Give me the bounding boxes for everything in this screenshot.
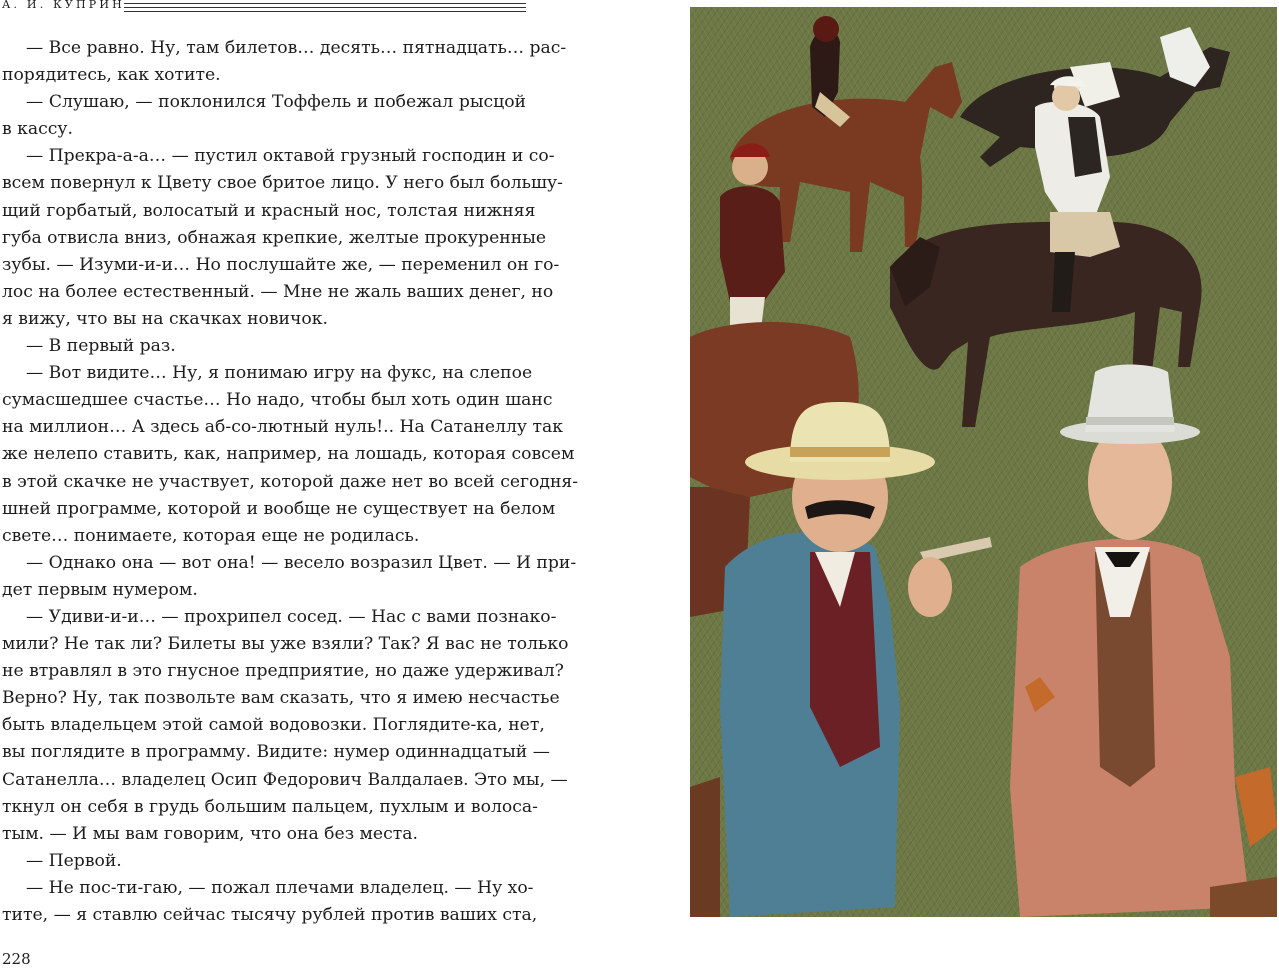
text-line: тым. — И мы вам говорим, что она без места. [2, 823, 418, 844]
text-line: же нелепо ставить, как, например, на лошадь, которая совсем [2, 444, 575, 465]
header-rule [124, 11, 526, 12]
text-line: я вижу, что вы на скачках новичок. [2, 308, 328, 329]
text-line: зубы. — Изуми-и-и… Но послушайте же, — переменил он го- [2, 254, 560, 275]
text-line: губа отвисла вниз, обнажая крепкие, желтые прокуренные [2, 227, 547, 248]
running-header-author: А. И. КУПРИН [2, 0, 125, 11]
text-line: щий горбатый, волосатый и красный нос, толстая нижняя [2, 200, 536, 221]
illustration-racecourse-scene [690, 7, 1277, 917]
text-line: на миллион… А здесь аб-со-лютный нуль!.. На Сатанеллу так [2, 417, 563, 438]
text-line: быть владельцем этой самой водовозки. Поглядите-ка, нет, [2, 715, 545, 736]
header-rule [124, 3, 526, 4]
text-line: ткнул он себя в грудь большим пальцем, пухлым и волоса- [2, 796, 538, 817]
body-text [2, 35, 579, 929]
page-number: 228 [2, 950, 31, 968]
text-line: — Не пос-ти-гаю, — пожал плечами владелец. — Ну хо- [26, 877, 534, 898]
text-line: тите, — я ставлю сейчас тысячу рублей против ваших ста, [2, 905, 538, 925]
text-line: не втравлял в это гнусное предприятие, но даже удерживал? [2, 661, 564, 682]
text-line: Верно? Ну, так позвольте вам сказать, что я имею несчастье [2, 688, 560, 709]
text-line: — Все равно. Ну, там билетов… десять… пятнадцать… рас- [26, 38, 567, 58]
text-line: — Удиви-и-и… — прохрипел сосед. — Нас с вами познако- [26, 606, 557, 627]
text-line: порядитесь, как хотите. [2, 65, 221, 86]
text-line: — Вот видите… Ну, я понимаю игру на фукс, на слепое [26, 363, 533, 384]
text-line: дет первым нумером. [2, 579, 198, 600]
header-rule [124, 7, 526, 8]
text-line: — Однако она — вот она! — весело возразил Цвет. — И при- [26, 552, 577, 573]
text-line: шней программе, которой и вообще не существует на белом [2, 498, 556, 519]
text-line: лос на более естественный. — Мне не жаль ваших денег, но [2, 281, 554, 302]
text-line: — Прекра-а-а… — пустил октавой грузный господин и со- [26, 146, 555, 167]
text-line: в кассу. [2, 119, 73, 140]
text-line: — Слушаю, — поклонился Тоффель и побежал рысцой [26, 92, 526, 113]
text-line: мили? Не так ли? Билеты вы уже взяли? Так? Я вас не только [2, 634, 569, 655]
text-line: вы поглядите в программу. Видите: нумер одиннадцатый — [2, 742, 550, 763]
text-line: — В первый раз. [26, 336, 176, 357]
text-line: всем повернул к Цвету свое бритое лицо. У него был большу- [2, 173, 563, 194]
text-line: сумасшедшее счастье… Но надо, чтобы был хоть один шанс [2, 390, 553, 411]
text-line: свете… понимаете, которая еще не родилась. [2, 525, 420, 546]
text-line: — Первой. [26, 850, 122, 871]
running-header [2, 0, 526, 16]
text-line: в этой скачке не участвует, которой даже нет во всей сегодня- [2, 471, 579, 492]
text-line: Сатанелла… владелец Осип Федорович Валдалаев. Это мы, — [2, 769, 568, 790]
